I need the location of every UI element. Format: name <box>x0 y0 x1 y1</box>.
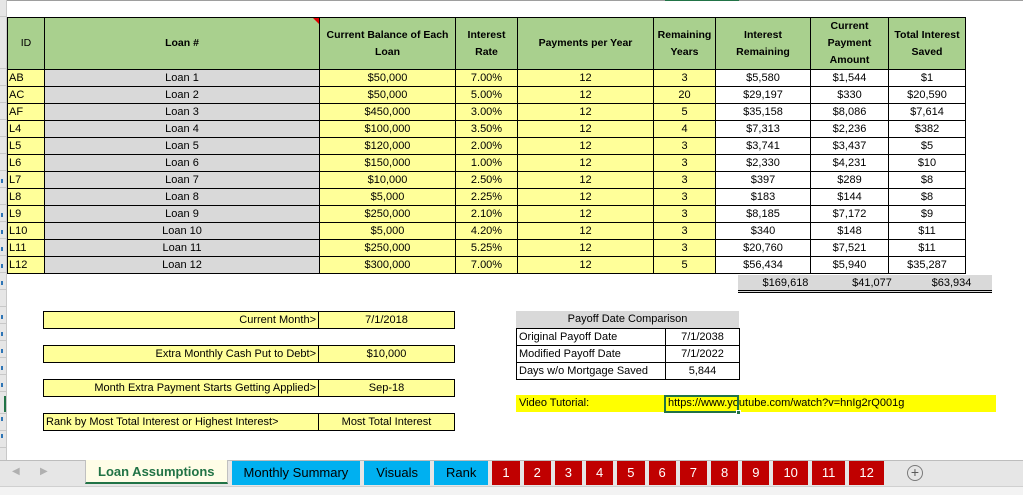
cell-payments[interactable]: 12 <box>518 104 654 121</box>
input-extra-start <box>43 379 455 397</box>
cell-payments[interactable]: 12 <box>518 172 654 189</box>
add-sheet-icon[interactable]: + <box>907 465 923 481</box>
cell-interest-saved[interactable]: $7,614 <box>889 104 966 121</box>
cell-payments[interactable]: 12 <box>518 240 654 257</box>
cell-balance[interactable]: $100,000 <box>320 121 456 138</box>
cell-interest-saved[interactable]: $9 <box>889 206 966 223</box>
col-header-years[interactable]: Remaining Years <box>654 18 716 70</box>
input-label[interactable]: Current Month> <box>44 312 319 328</box>
cell-interest-remaining[interactable]: $8,185 <box>716 206 811 223</box>
cell-rate[interactable]: 2.25% <box>456 189 518 206</box>
cell-id[interactable]: L11 <box>8 240 45 257</box>
cell-payment-amount[interactable]: $7,172 <box>811 206 889 223</box>
cell-id[interactable]: L7 <box>8 172 45 189</box>
cell-balance[interactable]: $250,000 <box>320 240 456 257</box>
col-header-id[interactable]: ID <box>8 18 45 70</box>
totals-row <box>738 275 992 293</box>
payoff-row <box>517 329 740 346</box>
cell-payments[interactable]: 12 <box>518 223 654 240</box>
cell-rate[interactable]: 2.50% <box>456 172 518 189</box>
cell-payments[interactable]: 12 <box>518 87 654 104</box>
cell-interest-saved[interactable]: $8 <box>889 172 966 189</box>
table-row <box>8 155 966 172</box>
cell-rate[interactable]: 4.20% <box>456 223 518 240</box>
cell-balance[interactable]: $50,000 <box>320 70 456 87</box>
cell-loan[interactable]: Loan 11 <box>45 240 320 257</box>
cell-years[interactable]: 3 <box>654 155 716 172</box>
input-current-month <box>43 311 455 329</box>
table-row <box>8 189 966 206</box>
cell-interest-saved[interactable]: $11 <box>889 240 966 257</box>
tab-loan-4[interactable]: 4 <box>586 461 613 485</box>
table-row <box>8 172 966 189</box>
table-header-row <box>8 18 966 70</box>
cell-payment-amount[interactable]: $289 <box>811 172 889 189</box>
column-header-edge <box>7 0 1023 1</box>
cell-balance[interactable]: $150,000 <box>320 155 456 172</box>
cell-loan[interactable]: Loan 8 <box>45 189 320 206</box>
cell-interest-saved[interactable]: $10 <box>889 155 966 172</box>
video-tutorial-row <box>516 395 996 412</box>
table-row <box>8 257 966 274</box>
cell-years[interactable]: 3 <box>654 206 716 223</box>
cell-years[interactable]: 3 <box>654 240 716 257</box>
cell-balance[interactable]: $120,000 <box>320 138 456 155</box>
tab-visuals[interactable]: Visuals <box>364 461 430 485</box>
cell-balance[interactable]: $300,000 <box>320 257 456 274</box>
cell-id[interactable]: AC <box>8 87 45 104</box>
comment-indicator-icon[interactable] <box>313 18 319 24</box>
payoff-label[interactable]: Original Payoff Date <box>517 329 666 346</box>
cell-loan[interactable]: Loan 5 <box>45 138 320 155</box>
tab-loan-6[interactable]: 6 <box>649 461 676 485</box>
cell-interest-remaining[interactable]: $5,580 <box>716 70 811 87</box>
cell-id[interactable]: L12 <box>8 257 45 274</box>
cell-loan[interactable]: Loan 9 <box>45 206 320 223</box>
cell-payments[interactable]: 12 <box>518 138 654 155</box>
cell-interest-remaining[interactable]: $35,158 <box>716 104 811 121</box>
cell-years[interactable]: 3 <box>654 189 716 206</box>
cell-loan[interactable]: Loan 6 <box>45 155 320 172</box>
cell-rate[interactable]: 1.00% <box>456 155 518 172</box>
cell-payments[interactable]: 12 <box>518 257 654 274</box>
payoff-label[interactable]: Days w/o Mortgage Saved <box>517 363 666 380</box>
cell-id[interactable]: L10 <box>8 223 45 240</box>
cell-payments[interactable]: 12 <box>518 189 654 206</box>
current-month-field[interactable]: 7/1/2018 <box>365 314 408 326</box>
table-row <box>8 104 966 121</box>
input-label[interactable]: Rank by Most Total Interest or Highest Interest> <box>44 414 319 430</box>
cell-interest-remaining[interactable]: $2,330 <box>716 155 811 172</box>
cell-years[interactable]: 3 <box>654 138 716 155</box>
tab-loan-10[interactable]: 10 <box>773 461 807 485</box>
col-header-balance[interactable]: Current Balance of Each Loan <box>320 18 456 70</box>
col-header-rate[interactable]: Interest Rate <box>456 18 518 70</box>
tab-loan-2[interactable]: 2 <box>524 461 551 485</box>
video-tutorial-label[interactable]: Video Tutorial: <box>519 397 590 409</box>
cell-interest-saved[interactable]: $35,287 <box>889 257 966 274</box>
table-row <box>8 138 966 155</box>
tab-loan-11[interactable]: 11 <box>812 461 846 485</box>
cell-payment-amount[interactable]: $5,940 <box>811 257 889 274</box>
loan-table <box>7 17 966 274</box>
selected-column-indicator <box>665 0 739 1</box>
cell-balance[interactable]: $250,000 <box>320 206 456 223</box>
cell-loan[interactable]: Loan 10 <box>45 223 320 240</box>
cell-id[interactable]: AF <box>8 104 45 121</box>
rank-method-field[interactable]: Most Total Interest <box>341 416 432 428</box>
tab-rank[interactable]: Rank <box>434 461 488 485</box>
cell-years[interactable]: 3 <box>654 172 716 189</box>
cell-payments[interactable]: 12 <box>518 206 654 223</box>
cell-years[interactable]: 3 <box>654 223 716 240</box>
table-row <box>8 223 966 240</box>
cell-interest-saved[interactable]: $5 <box>889 138 966 155</box>
cell-balance[interactable]: $50,000 <box>320 87 456 104</box>
cell-years[interactable]: 5 <box>654 104 716 121</box>
payoff-value[interactable]: 7/1/2038 <box>666 329 740 346</box>
cell-balance[interactable]: $5,000 <box>320 189 456 206</box>
cell-payment-amount[interactable]: $148 <box>811 223 889 240</box>
extra-cash-field[interactable]: $10,000 <box>366 348 407 360</box>
table-row <box>8 240 966 257</box>
input-extra-cash <box>43 345 455 363</box>
cell-years[interactable]: 20 <box>654 87 716 104</box>
col-header-payment-amount[interactable]: Current Payment Amount <box>811 18 889 70</box>
cell-rate[interactable]: 2.10% <box>456 206 518 223</box>
col-header-interest-saved[interactable]: Total Interest Saved <box>889 18 966 70</box>
total-payment-amount[interactable]: $41,077 <box>852 277 892 289</box>
cell-payment-amount[interactable]: $3,437 <box>811 138 889 155</box>
cell-rate[interactable]: 7.00% <box>456 70 518 87</box>
cell-years[interactable]: 3 <box>654 70 716 87</box>
cell-id[interactable]: L8 <box>8 189 45 206</box>
cell-id[interactable]: L5 <box>8 138 45 155</box>
payoff-comparison <box>516 311 740 380</box>
cell-payment-amount[interactable]: $144 <box>811 189 889 206</box>
payoff-value[interactable]: 5,844 <box>666 363 740 380</box>
payoff-label[interactable]: Modified Payoff Date <box>517 346 666 363</box>
row-header-strip[interactable] <box>0 0 7 460</box>
cell-rate[interactable]: 3.50% <box>456 121 518 138</box>
cell-balance[interactable]: $5,000 <box>320 223 456 240</box>
tab-loan-9[interactable]: 9 <box>742 461 769 485</box>
input-rank-method <box>43 413 455 431</box>
table-row <box>8 121 966 138</box>
cell-interest-saved[interactable]: $11 <box>889 223 966 240</box>
payoff-row <box>517 346 740 363</box>
cell-loan[interactable]: Loan 1 <box>45 70 320 87</box>
sheet-tabs <box>85 461 888 486</box>
cell-balance[interactable]: $450,000 <box>320 104 456 121</box>
payoff-row <box>517 363 740 380</box>
cell-payment-amount[interactable]: $1,544 <box>811 70 889 87</box>
tab-loan-1[interactable]: 1 <box>492 461 519 485</box>
cell-id[interactable]: L9 <box>8 206 45 223</box>
cell-loan[interactable]: Loan 3 <box>45 104 320 121</box>
scroll-tabs-right-icon[interactable]: ▶ <box>40 466 48 477</box>
cell-rate[interactable]: 7.00% <box>456 257 518 274</box>
cell-loan[interactable]: Loan 4 <box>45 121 320 138</box>
tab-monthly-summary[interactable]: Monthly Summary <box>232 461 361 485</box>
table-row <box>8 206 966 223</box>
col-header-payments[interactable]: Payments per Year <box>518 18 654 70</box>
cell-payments[interactable]: 12 <box>518 121 654 138</box>
cell-years[interactable]: 4 <box>654 121 716 138</box>
cell-payment-amount[interactable]: $8,086 <box>811 104 889 121</box>
cell-rate[interactable]: 5.25% <box>456 240 518 257</box>
cell-interest-saved[interactable]: $8 <box>889 189 966 206</box>
col-header-interest-remaining[interactable]: Interest Remaining <box>716 18 811 70</box>
cell-rate[interactable]: 2.00% <box>456 138 518 155</box>
cell-interest-remaining[interactable]: $7,313 <box>716 121 811 138</box>
total-interest-remaining[interactable]: $169,618 <box>762 277 809 289</box>
sheet-tab-bar <box>0 460 1023 486</box>
video-tutorial-link[interactable]: https://www.youtube.com/watch?v=hnIg2rQ001g <box>668 397 905 409</box>
cell-payment-amount[interactable]: $330 <box>811 87 889 104</box>
cell-interest-saved[interactable]: $382 <box>889 121 966 138</box>
tab-loan-assumptions[interactable]: Loan Assumptions <box>85 460 228 484</box>
input-label[interactable]: Extra Monthly Cash Put to Debt> <box>44 346 319 362</box>
cell-payment-amount[interactable]: $7,521 <box>811 240 889 257</box>
cell-years[interactable]: 5 <box>654 257 716 274</box>
cell-loan[interactable]: Loan 2 <box>45 87 320 104</box>
cell-payments[interactable]: 12 <box>518 155 654 172</box>
cell-payment-amount[interactable]: $4,231 <box>811 155 889 172</box>
cell-loan[interactable]: Loan 12 <box>45 257 320 274</box>
payoff-value[interactable]: 7/1/2022 <box>666 346 740 363</box>
cell-interest-remaining[interactable]: $29,197 <box>716 87 811 104</box>
tab-loan-7[interactable]: 7 <box>680 461 707 485</box>
cell-id[interactable]: L6 <box>8 155 45 172</box>
cell-rate[interactable]: 5.00% <box>456 87 518 104</box>
scroll-tabs-left-icon[interactable]: ◀ <box>12 466 20 477</box>
cell-rate[interactable]: 3.00% <box>456 104 518 121</box>
col-header-loan-label: Loan # <box>165 37 199 49</box>
status-bar <box>0 486 1023 495</box>
tab-loan-5[interactable]: 5 <box>617 461 644 485</box>
payoff-title[interactable]: Payoff Date Comparison <box>516 311 739 328</box>
cell-loan[interactable]: Loan 7 <box>45 172 320 189</box>
cell-id[interactable]: AB <box>8 70 45 87</box>
cell-id[interactable]: L4 <box>8 121 45 138</box>
input-label[interactable]: Month Extra Payment Starts Getting Applied> <box>44 380 319 396</box>
col-header-loan[interactable] <box>45 18 320 70</box>
tab-loan-3[interactable]: 3 <box>555 461 582 485</box>
table-row <box>8 70 966 87</box>
cell-interest-remaining[interactable]: $340 <box>716 223 811 240</box>
tab-loan-8[interactable]: 8 <box>711 461 738 485</box>
cell-payment-amount[interactable]: $2,236 <box>811 121 889 138</box>
cell-interest-remaining[interactable]: $56,434 <box>716 257 811 274</box>
cell-interest-remaining[interactable]: $3,741 <box>716 138 811 155</box>
cell-balance[interactable]: $10,000 <box>320 172 456 189</box>
tab-loan-12[interactable]: 12 <box>849 461 883 485</box>
cell-payments[interactable]: 12 <box>518 70 654 87</box>
cell-interest-remaining[interactable]: $183 <box>716 189 811 206</box>
cell-interest-remaining[interactable]: $397 <box>716 172 811 189</box>
table-row <box>8 87 966 104</box>
cell-interest-saved[interactable]: $1 <box>889 70 966 87</box>
cell-interest-remaining[interactable]: $20,760 <box>716 240 811 257</box>
extra-start-field[interactable]: Sep-18 <box>368 382 405 394</box>
cell-interest-saved[interactable]: $20,590 <box>889 87 966 104</box>
total-interest-saved[interactable]: $63,934 <box>931 277 972 289</box>
